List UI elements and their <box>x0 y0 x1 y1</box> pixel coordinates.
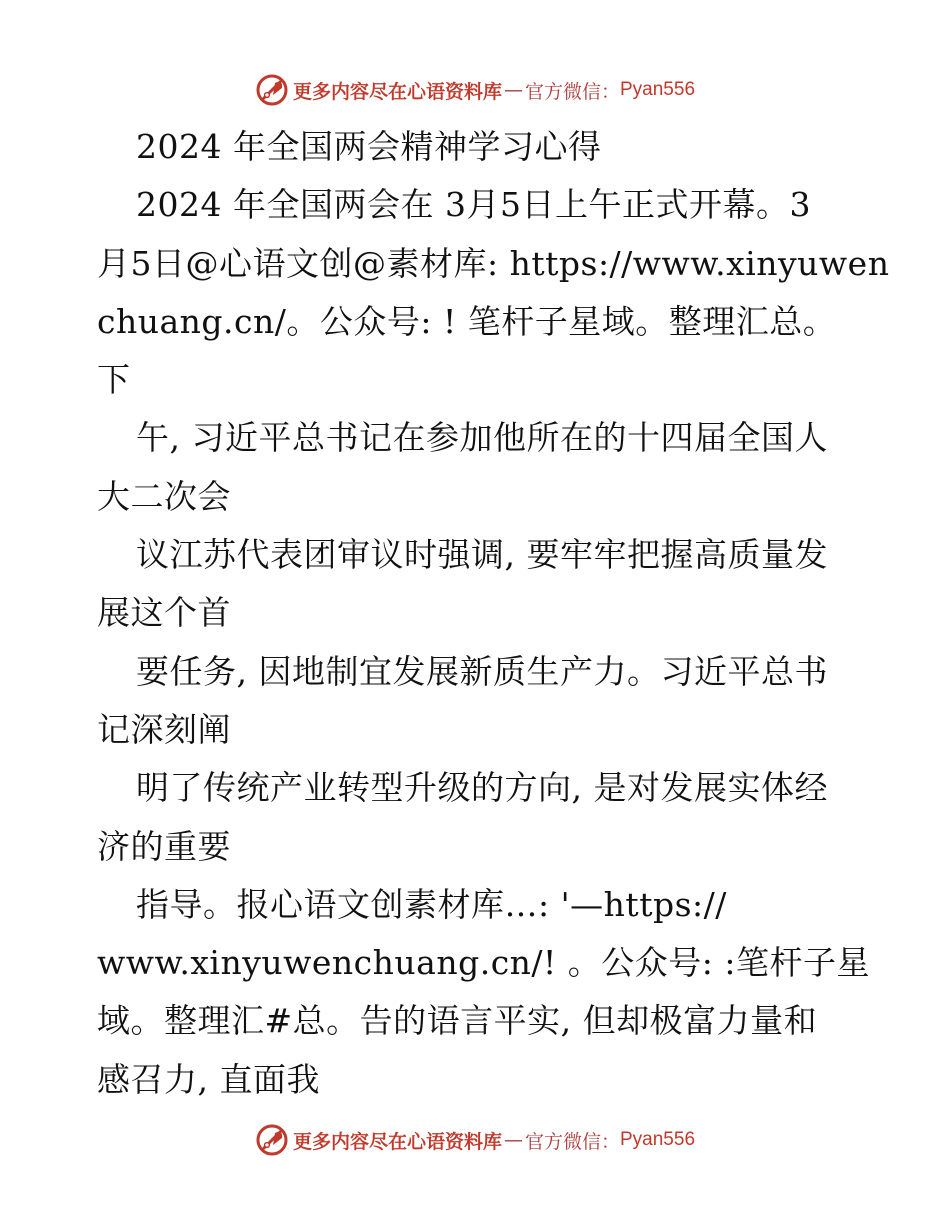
quill-logo-icon <box>255 73 289 107</box>
header-wechat-label: 官方微信： <box>524 80 620 103</box>
paragraph-line: 大二次会 <box>97 476 231 516</box>
paragraph-line: 济的重要 <box>97 826 231 866</box>
document-title: 2024 年全国两会精神学习心得 <box>136 127 602 166</box>
header-brand-text: 更多内容尽在心语资料库 <box>292 80 502 103</box>
paragraph-line: 感召力, 直面我 <box>97 1059 320 1099</box>
footer-watermark <box>0 1120 950 1160</box>
footer-dash: — <box>503 1129 523 1151</box>
paragraph-line: 指导。报心语文创素材库…: '—https:// <box>136 884 727 924</box>
paragraph-line: 午, 习近平总书记在参加他所在的十四届全国人 <box>136 418 828 458</box>
paragraph-line: 月5日@心语文创@素材库: https://www.xinyuwen <box>97 243 890 283</box>
header-watermark <box>0 70 950 110</box>
paragraph-line: 要任务, 因地制宜发展新质生产力。习近平总书 <box>136 651 828 691</box>
paragraph-line: 下 <box>97 360 131 400</box>
header-dash: — <box>503 79 523 101</box>
footer-wechat-id: Pyan556 <box>620 1129 696 1150</box>
footer-brand-text: 更多内容尽在心语资料库 <box>292 1130 502 1153</box>
paragraph-line: 展这个首 <box>97 593 231 633</box>
paragraph-line: 明了传统产业转型升级的方向, 是对发展实体经 <box>136 768 828 808</box>
paragraph-line: www.xinyuwenchuang.cn/! 。公众号: :笔杆子星 <box>97 943 871 983</box>
paragraph-line: 域。整理汇#总。告的语言平实, 但却极富力量和 <box>97 1001 818 1041</box>
header-wechat-id: Pyan556 <box>620 79 696 100</box>
paragraph-line: 记深刻阐 <box>97 709 231 749</box>
paragraph-line: chuang.cn/。公众号: ! 笔杆子星域。整理汇总。 <box>97 301 837 341</box>
document-body <box>97 118 890 1109</box>
paragraph-line: 2024 年全国两会在 3月5日上午正式开幕。3 <box>136 185 811 225</box>
quill-logo-icon <box>255 1123 289 1157</box>
paragraph-line: 议江苏代表团审议时强调, 要牢牢把握高质量发 <box>136 535 828 575</box>
footer-wechat-label: 官方微信： <box>524 1130 620 1153</box>
